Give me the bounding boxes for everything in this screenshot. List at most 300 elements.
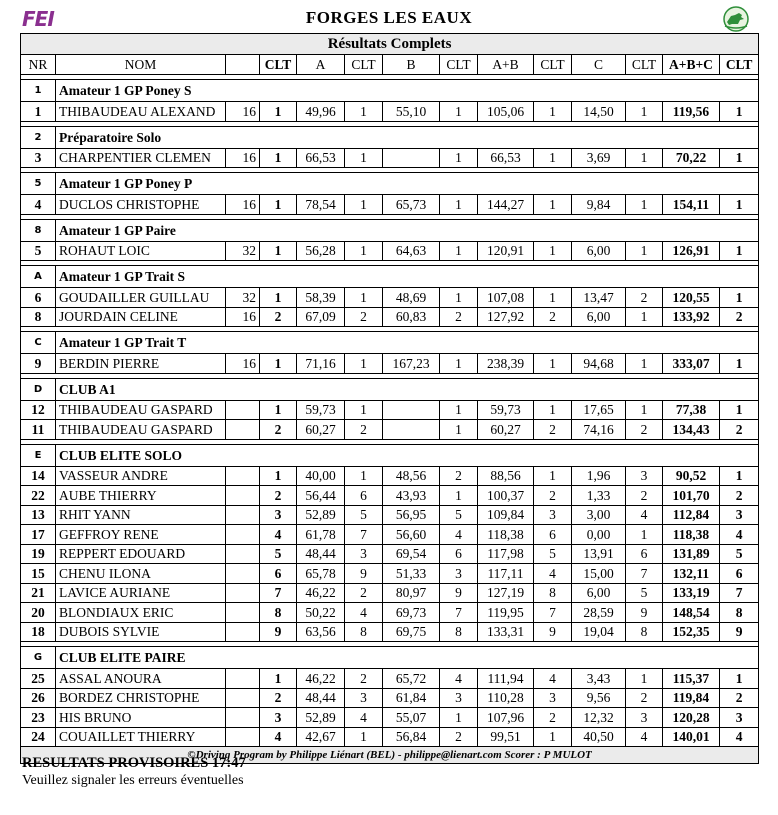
entry-number: 13	[21, 505, 56, 525]
score-c: 13,47	[572, 288, 626, 308]
score-a: 66,53	[297, 148, 345, 168]
rank-ab: 1	[534, 102, 572, 122]
score-ab: 109,84	[478, 505, 534, 525]
rank: 8	[260, 603, 297, 623]
rank-total: 3	[720, 505, 759, 525]
header-bar	[20, 5, 758, 33]
score-c: 3,00	[572, 505, 626, 525]
rank-b: 4	[440, 525, 478, 545]
score-b: 60,83	[383, 307, 440, 327]
score-ab: 59,73	[478, 400, 534, 420]
rank-b: 3	[440, 564, 478, 584]
column-header	[226, 55, 260, 75]
rank-ab: 2	[534, 708, 572, 728]
rank-total: 8	[720, 603, 759, 623]
table-row	[21, 708, 759, 728]
group-header-row	[21, 444, 759, 466]
entry-count	[226, 603, 260, 623]
score-c: 1,33	[572, 486, 626, 506]
entry-count	[226, 466, 260, 486]
rank-c: 7	[626, 564, 663, 584]
rank-ab: 1	[534, 195, 572, 215]
entry-count	[226, 420, 260, 440]
rank-a: 6	[345, 486, 383, 506]
rank-total: 1	[720, 466, 759, 486]
rank-ab: 6	[534, 525, 572, 545]
table-row	[21, 544, 759, 564]
entry-number: 25	[21, 669, 56, 689]
entry-number: 15	[21, 564, 56, 584]
column-header: CLT	[260, 55, 297, 75]
score-total: 148,54	[663, 603, 720, 623]
rank: 4	[260, 727, 297, 747]
score-ab: 117,98	[478, 544, 534, 564]
score-ab: 105,06	[478, 102, 534, 122]
group-id: D	[21, 378, 56, 400]
rank-c: 5	[626, 583, 663, 603]
rank-a: 1	[345, 400, 383, 420]
rank-b: 1	[440, 288, 478, 308]
competitor-name: THIBAUDEAU GASPARD	[56, 420, 226, 440]
competitor-name: LAVICE AURIANE	[56, 583, 226, 603]
entry-number: 24	[21, 727, 56, 747]
rank-c: 4	[626, 505, 663, 525]
rank-total: 1	[720, 288, 759, 308]
column-header: CLT	[720, 55, 759, 75]
score-total: 154,11	[663, 195, 720, 215]
score-ab: 127,92	[478, 307, 534, 327]
rank-b: 1	[440, 486, 478, 506]
score-b: 69,54	[383, 544, 440, 564]
entry-count	[226, 400, 260, 420]
group-id: 8	[21, 219, 56, 241]
group-id: 2	[21, 126, 56, 148]
rank-total: 2	[720, 420, 759, 440]
score-b: 48,56	[383, 466, 440, 486]
event-title: FORGES LES EAUX	[305, 8, 473, 27]
rank-b: 7	[440, 603, 478, 623]
score-b: 69,73	[383, 603, 440, 623]
column-header: C	[572, 55, 626, 75]
score-total: 152,35	[663, 622, 720, 642]
rank: 1	[260, 102, 297, 122]
entry-count	[226, 505, 260, 525]
rank-a: 5	[345, 505, 383, 525]
rank-c: 1	[626, 525, 663, 545]
table-row	[21, 688, 759, 708]
table-row	[21, 603, 759, 623]
score-c: 14,50	[572, 102, 626, 122]
score-total: 119,56	[663, 102, 720, 122]
rank-total: 4	[720, 525, 759, 545]
rank: 2	[260, 307, 297, 327]
rank-b: 9	[440, 583, 478, 603]
score-total: 132,11	[663, 564, 720, 584]
rank: 1	[260, 354, 297, 374]
score-c: 15,00	[572, 564, 626, 584]
table-row	[21, 354, 759, 374]
group-id: E	[21, 444, 56, 466]
errors-note: Veuillez signaler les erreurs éventuelles	[22, 773, 244, 788]
score-a: 60,27	[297, 420, 345, 440]
score-b	[383, 420, 440, 440]
score-ab: 117,11	[478, 564, 534, 584]
score-ab: 238,39	[478, 354, 534, 374]
score-c: 17,65	[572, 400, 626, 420]
score-c: 6,00	[572, 583, 626, 603]
score-total: 70,22	[663, 148, 720, 168]
rank: 6	[260, 564, 297, 584]
rank-c: 3	[626, 466, 663, 486]
score-b: 56,60	[383, 525, 440, 545]
table-row	[21, 241, 759, 261]
entry-count	[226, 544, 260, 564]
program-credit: ©Driving Program by Philippe Liénart (BEL) - philippe@lienart.com Scorer : P MULOT	[21, 747, 759, 764]
entry-number: 5	[21, 241, 56, 261]
group-header-row	[21, 266, 759, 288]
rank-b: 6	[440, 544, 478, 564]
score-c: 3,69	[572, 148, 626, 168]
rank-total: 2	[720, 688, 759, 708]
rank-c: 1	[626, 354, 663, 374]
competitor-name: CHENU ILONA	[56, 564, 226, 584]
entry-number: 6	[21, 288, 56, 308]
score-a: 52,89	[297, 708, 345, 728]
score-b	[383, 400, 440, 420]
rank-ab: 1	[534, 466, 572, 486]
subtitle-row	[21, 34, 759, 55]
entry-number: 21	[21, 583, 56, 603]
column-header: NOM	[56, 55, 226, 75]
score-a: 46,22	[297, 583, 345, 603]
rank: 1	[260, 148, 297, 168]
score-total: 131,89	[663, 544, 720, 564]
score-total: 118,38	[663, 525, 720, 545]
rank-b: 1	[440, 400, 478, 420]
table-row	[21, 622, 759, 642]
rank-ab: 1	[534, 148, 572, 168]
competitor-name: GEFFROY RENE	[56, 525, 226, 545]
rank-total: 9	[720, 622, 759, 642]
group-name: CLUB A1	[56, 378, 759, 400]
entry-count: 16	[226, 195, 260, 215]
rank-b: 1	[440, 102, 478, 122]
score-total: 133,19	[663, 583, 720, 603]
score-ab: 110,28	[478, 688, 534, 708]
rank-a: 2	[345, 420, 383, 440]
score-ab: 133,31	[478, 622, 534, 642]
rank-ab: 8	[534, 583, 572, 603]
rank-b: 2	[440, 466, 478, 486]
rank-c: 2	[626, 420, 663, 440]
score-total: 90,52	[663, 466, 720, 486]
rank-total: 1	[720, 669, 759, 689]
competitor-name: JOURDAIN CELINE	[56, 307, 226, 327]
score-a: 49,96	[297, 102, 345, 122]
group-name: Préparatoire Solo	[56, 126, 759, 148]
rank: 1	[260, 288, 297, 308]
group-id: 5	[21, 173, 56, 195]
score-c: 12,32	[572, 708, 626, 728]
score-ab: 120,91	[478, 241, 534, 261]
score-c: 6,00	[572, 241, 626, 261]
entry-count: 16	[226, 102, 260, 122]
entry-number: 19	[21, 544, 56, 564]
rank-ab: 2	[534, 486, 572, 506]
group-name: Amateur 1 GP Poney P	[56, 173, 759, 195]
score-total: 120,55	[663, 288, 720, 308]
rank-b: 5	[440, 505, 478, 525]
score-total: 126,91	[663, 241, 720, 261]
rank-a: 1	[345, 727, 383, 747]
group-name: CLUB ELITE SOLO	[56, 444, 759, 466]
score-a: 67,09	[297, 307, 345, 327]
rank-b: 3	[440, 688, 478, 708]
competitor-name: BLONDIAUX ERIC	[56, 603, 226, 623]
table-row	[21, 486, 759, 506]
score-c: 9,84	[572, 195, 626, 215]
rank-b: 4	[440, 669, 478, 689]
score-a: 71,16	[297, 354, 345, 374]
rank-c: 2	[626, 688, 663, 708]
table-row	[21, 400, 759, 420]
rank-ab: 9	[534, 622, 572, 642]
entry-count	[226, 622, 260, 642]
score-total: 120,28	[663, 708, 720, 728]
competitor-name: GOUDAILLER GUILLAU	[56, 288, 226, 308]
score-c: 6,00	[572, 307, 626, 327]
table-row	[21, 525, 759, 545]
table-row	[21, 102, 759, 122]
score-total: 112,84	[663, 505, 720, 525]
column-header: CLT	[440, 55, 478, 75]
entry-number: 17	[21, 525, 56, 545]
score-c: 28,59	[572, 603, 626, 623]
score-b: 48,69	[383, 288, 440, 308]
score-c: 19,04	[572, 622, 626, 642]
rank-b: 1	[440, 708, 478, 728]
competitor-name: COUAILLET THIERRY	[56, 727, 226, 747]
entry-number: 18	[21, 622, 56, 642]
rank-total: 3	[720, 708, 759, 728]
rank: 1	[260, 400, 297, 420]
entry-number: 23	[21, 708, 56, 728]
group-id: G	[21, 647, 56, 669]
rank-a: 4	[345, 708, 383, 728]
rank-b: 1	[440, 195, 478, 215]
competitor-name: HIS BRUNO	[56, 708, 226, 728]
rank-a: 1	[345, 241, 383, 261]
rank-c: 1	[626, 307, 663, 327]
score-b: 56,95	[383, 505, 440, 525]
competitor-name: CHARPENTIER CLEMEN	[56, 148, 226, 168]
entry-count	[226, 688, 260, 708]
entry-number: 14	[21, 466, 56, 486]
group-name: Amateur 1 GP Trait S	[56, 266, 759, 288]
score-b: 65,72	[383, 669, 440, 689]
entry-count	[226, 708, 260, 728]
score-b: 56,84	[383, 727, 440, 747]
group-id: A	[21, 266, 56, 288]
score-total: 140,01	[663, 727, 720, 747]
column-header: CLT	[534, 55, 572, 75]
entry-count: 16	[226, 354, 260, 374]
rank-a: 1	[345, 466, 383, 486]
rank-ab: 5	[534, 544, 572, 564]
group-name: Amateur 1 GP Poney S	[56, 80, 759, 102]
score-b	[383, 148, 440, 168]
score-total: 101,70	[663, 486, 720, 506]
rank-c: 3	[626, 708, 663, 728]
rank-a: 2	[345, 669, 383, 689]
rank-ab: 2	[534, 307, 572, 327]
score-a: 65,78	[297, 564, 345, 584]
score-a: 46,22	[297, 669, 345, 689]
competitor-name: RHIT YANN	[56, 505, 226, 525]
score-b: 55,07	[383, 708, 440, 728]
score-c: 1,96	[572, 466, 626, 486]
rank-total: 2	[720, 486, 759, 506]
rank-a: 7	[345, 525, 383, 545]
entry-number: 1	[21, 102, 56, 122]
rank-ab: 7	[534, 603, 572, 623]
score-total: 77,38	[663, 400, 720, 420]
rank-a: 1	[345, 288, 383, 308]
entry-count: 32	[226, 241, 260, 261]
entry-number: 4	[21, 195, 56, 215]
table-row	[21, 420, 759, 440]
score-b: 65,73	[383, 195, 440, 215]
rank-a: 1	[345, 195, 383, 215]
rank: 4	[260, 525, 297, 545]
rank-total: 6	[720, 564, 759, 584]
score-ab: 119,95	[478, 603, 534, 623]
competitor-name: ASSAL ANOURA	[56, 669, 226, 689]
group-header-row	[21, 378, 759, 400]
column-header: B	[383, 55, 440, 75]
score-b: 51,33	[383, 564, 440, 584]
score-ab: 107,96	[478, 708, 534, 728]
entry-number: 3	[21, 148, 56, 168]
score-c: 94,68	[572, 354, 626, 374]
group-header-row	[21, 219, 759, 241]
score-ab: 100,37	[478, 486, 534, 506]
entry-count: 32	[226, 288, 260, 308]
group-name: Amateur 1 GP Paire	[56, 219, 759, 241]
group-name: Amateur 1 GP Trait T	[56, 332, 759, 354]
table-row	[21, 669, 759, 689]
rank-c: 1	[626, 195, 663, 215]
score-a: 48,44	[297, 544, 345, 564]
score-total: 333,07	[663, 354, 720, 374]
score-ab: 144,27	[478, 195, 534, 215]
rank-c: 1	[626, 148, 663, 168]
table-row	[21, 727, 759, 747]
rank: 3	[260, 505, 297, 525]
results-table	[20, 33, 759, 764]
table-row	[21, 466, 759, 486]
competitor-name: DUBOIS SYLVIE	[56, 622, 226, 642]
score-c: 74,16	[572, 420, 626, 440]
rank-total: 1	[720, 102, 759, 122]
column-header-row	[21, 55, 759, 75]
rank-total: 5	[720, 544, 759, 564]
table-row	[21, 564, 759, 584]
rank-b: 8	[440, 622, 478, 642]
entry-number: 20	[21, 603, 56, 623]
entry-count: 16	[226, 148, 260, 168]
group-header-row	[21, 80, 759, 102]
rank-ab: 4	[534, 669, 572, 689]
column-header: NR	[21, 55, 56, 75]
entry-number: 11	[21, 420, 56, 440]
score-a: 50,22	[297, 603, 345, 623]
rank: 2	[260, 486, 297, 506]
entry-count: 16	[226, 307, 260, 327]
rank-c: 1	[626, 400, 663, 420]
group-header-row	[21, 332, 759, 354]
score-a: 56,44	[297, 486, 345, 506]
column-header: A+B+C	[663, 55, 720, 75]
rank-a: 9	[345, 564, 383, 584]
score-a: 48,44	[297, 688, 345, 708]
score-ab: 127,19	[478, 583, 534, 603]
score-a: 40,00	[297, 466, 345, 486]
table-row	[21, 288, 759, 308]
rank-ab: 2	[534, 420, 572, 440]
entry-number: 8	[21, 307, 56, 327]
entry-count	[226, 669, 260, 689]
score-b: 80,97	[383, 583, 440, 603]
rank: 7	[260, 583, 297, 603]
rank-ab: 1	[534, 241, 572, 261]
rank-total: 1	[720, 148, 759, 168]
competitor-name: THIBAUDEAU GASPARD	[56, 400, 226, 420]
rank-c: 1	[626, 241, 663, 261]
entry-number: 22	[21, 486, 56, 506]
score-c: 40,50	[572, 727, 626, 747]
rank-ab: 1	[534, 288, 572, 308]
score-ab: 111,94	[478, 669, 534, 689]
rank-b: 1	[440, 420, 478, 440]
score-ab: 107,08	[478, 288, 534, 308]
score-a: 56,28	[297, 241, 345, 261]
entry-number: 26	[21, 688, 56, 708]
rank-ab: 4	[534, 564, 572, 584]
score-ab: 99,51	[478, 727, 534, 747]
score-ab: 60,27	[478, 420, 534, 440]
rank-a: 3	[345, 688, 383, 708]
score-total: 119,84	[663, 688, 720, 708]
score-a: 59,73	[297, 400, 345, 420]
entry-count	[226, 486, 260, 506]
table-row	[21, 505, 759, 525]
entry-count	[226, 525, 260, 545]
rank: 1	[260, 195, 297, 215]
score-ab: 66,53	[478, 148, 534, 168]
score-b: 43,93	[383, 486, 440, 506]
rank-ab: 1	[534, 727, 572, 747]
rank-c: 8	[626, 622, 663, 642]
rank-b: 2	[440, 727, 478, 747]
score-b: 167,23	[383, 354, 440, 374]
rank-ab: 3	[534, 505, 572, 525]
table-row	[21, 583, 759, 603]
score-a: 63,56	[297, 622, 345, 642]
rank-a: 2	[345, 307, 383, 327]
rank-a: 1	[345, 354, 383, 374]
group-header-row	[21, 647, 759, 669]
